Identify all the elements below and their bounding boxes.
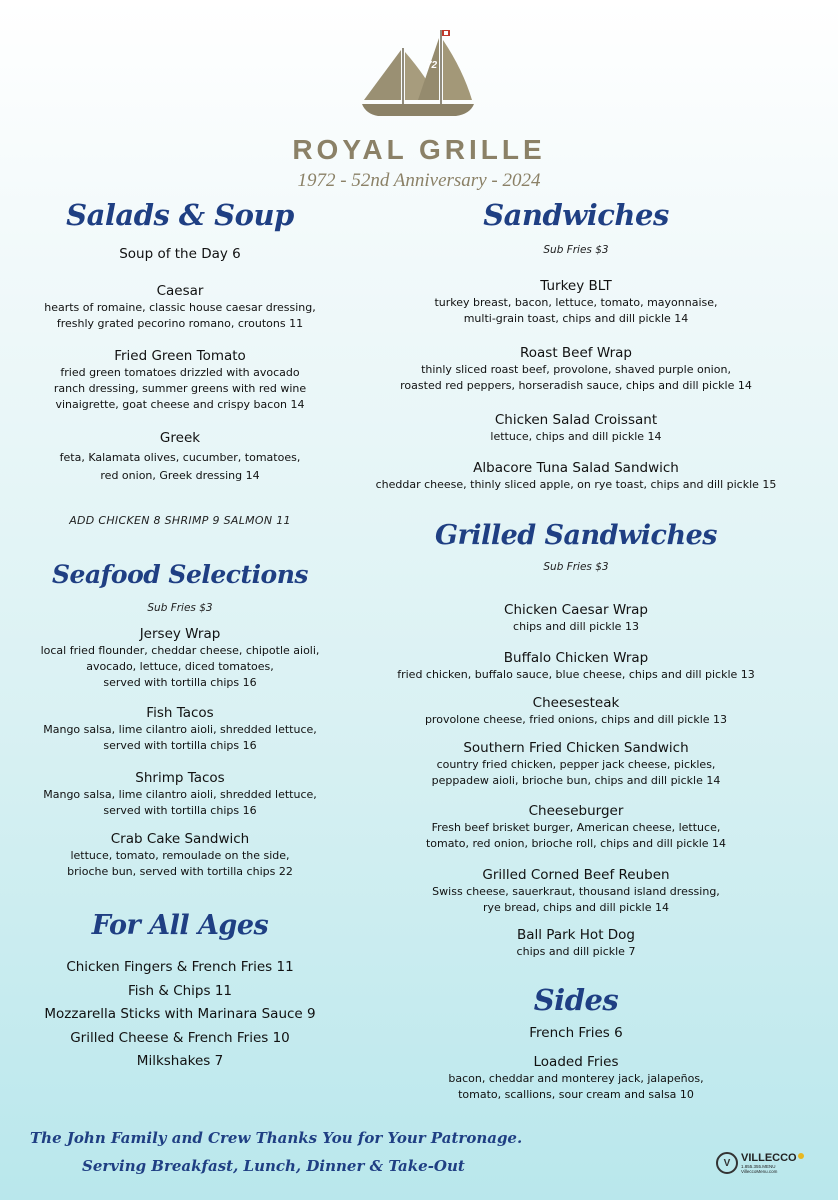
- item-name: Buffalo Chicken Wrap: [503, 650, 649, 666]
- menu-item: [370, 601, 782, 635]
- item-desc: chips and dill pickle 7: [516, 945, 636, 958]
- soup-of-the-day: Soup of the Day 6: [119, 246, 241, 262]
- sub-fries-note: Sub Fries $3: [543, 244, 609, 256]
- menu-item: [30, 347, 330, 413]
- menu-item: [370, 1053, 782, 1103]
- villecco-phone: 1.855.355.MENU: [741, 1163, 776, 1169]
- item-desc: hearts of romaine, classic house caesar dressing,: [44, 301, 316, 314]
- menu-item: [370, 739, 782, 789]
- french-fries: French Fries 6: [529, 1025, 623, 1041]
- footer-thanks: The John Family and Crew Thanks You for Your Patronage.: [30, 1129, 523, 1147]
- item-desc: thinly sliced roast beef, provolone, shaved purple onion,: [421, 363, 731, 376]
- menu-item: [30, 625, 330, 691]
- menu-item: [370, 411, 782, 445]
- item-desc: tomato, red onion, brioche roll, chips and dill pickle 14: [425, 837, 727, 850]
- item-name: Fish Tacos: [146, 705, 214, 721]
- menu-item: [370, 802, 782, 852]
- item-desc: Mango salsa, lime cilantro aioli, shredded lettuce,: [43, 723, 317, 736]
- item-desc: served with tortilla chips 16: [103, 804, 257, 817]
- salad-addons: ADD CHICKEN 8 SHRIMP 9 SALMON 11: [69, 514, 291, 527]
- item-name: Roast Beef Wrap: [520, 345, 632, 361]
- menu-item: [30, 704, 330, 754]
- item-name: Southern Fried Chicken Sandwich: [463, 740, 689, 756]
- item-desc: vinaigrette, goat cheese and crispy bacon 14: [55, 398, 305, 411]
- sub-fries-note: Sub Fries $3: [147, 602, 213, 614]
- all-ages-title: For All Ages: [91, 910, 269, 941]
- item-desc: tomato, scallions, sour cream and salsa 10: [458, 1088, 694, 1101]
- item-desc: brioche bun, served with tortilla chips 22: [67, 865, 293, 878]
- grilled-title: Grilled Sandwiches: [435, 520, 717, 551]
- item-desc: local fried flounder, cheddar cheese, chipotle aioli,: [40, 644, 320, 657]
- item-desc: avocado, lettuce, diced tomatoes,: [86, 660, 274, 673]
- villecco-name: VILLECCO: [741, 1151, 797, 1164]
- item-desc: peppadew aioli, brioche bun, chips and dill pickle 14: [431, 774, 721, 787]
- item-name: Chicken Salad Croissant: [494, 412, 658, 428]
- menu-item: [370, 866, 782, 916]
- menu-item: [370, 277, 782, 327]
- anniversary-line: 1972 - 52nd Anniversary - 2024: [297, 170, 541, 191]
- menu-item: [370, 459, 782, 493]
- item-desc: chips and dill pickle 13: [513, 620, 639, 633]
- item-desc: Swiss cheese, sauerkraut, thousand island dressing,: [432, 885, 720, 898]
- sub-fries-note: Sub Fries $3: [543, 561, 609, 573]
- villecco-site: VilleccoMenu.com: [741, 1168, 778, 1174]
- villecco-badge: [716, 1152, 804, 1174]
- sandwiches-title: Sandwiches: [483, 198, 669, 232]
- menu-item: [370, 926, 782, 960]
- item-desc: fried chicken, buffalo sauce, blue cheese, chips and dill pickle 13: [397, 668, 755, 681]
- all-ages-list: [30, 956, 330, 1074]
- item-desc: provolone cheese, fried onions, chips and dill pickle 13: [424, 713, 728, 726]
- item-desc: feta, Kalamata olives, cucumber, tomatoes,: [59, 451, 301, 464]
- item-desc: rye bread, chips and dill pickle 14: [483, 901, 669, 914]
- item-name: Albacore Tuna Salad Sandwich: [473, 460, 679, 476]
- item-desc: served with tortilla chips 16: [103, 739, 257, 752]
- item-desc: served with tortilla chips 16: [103, 676, 257, 689]
- item-desc: lettuce, tomato, remoulade on the side,: [70, 849, 290, 862]
- item-desc: country fried chicken, pepper jack cheese, pickles,: [436, 758, 716, 771]
- restaurant-name: ROYAL GRILLE: [292, 134, 546, 165]
- item-name: Cheesesteak: [532, 695, 620, 711]
- item-desc: Mango salsa, lime cilantro aioli, shredded lettuce,: [43, 788, 317, 801]
- item-name: Jersey Wrap: [139, 626, 221, 642]
- footer-services: Serving Breakfast, Lunch, Dinner & Take-Out: [82, 1157, 465, 1175]
- item-name: Greek: [159, 430, 201, 446]
- menu-item: [30, 429, 330, 485]
- menu-item: [30, 282, 330, 332]
- dot-icon: [798, 1153, 804, 1159]
- item-name: Grilled Corned Beef Reuben: [482, 867, 670, 883]
- item-name: Loaded Fries: [533, 1054, 619, 1070]
- menu-item: [30, 769, 330, 819]
- salads-title: Salads & Soup: [66, 198, 294, 232]
- item-desc: turkey breast, bacon, lettuce, tomato, mayonnaise,: [434, 296, 718, 309]
- menu-item: [370, 649, 782, 683]
- item-desc: lettuce, chips and dill pickle 14: [490, 430, 662, 443]
- item-name: Crab Cake Sandwich: [110, 831, 250, 847]
- list-item: Milkshakes 7: [136, 1053, 224, 1069]
- item-name: Cheeseburger: [528, 803, 624, 819]
- sail-number: 72: [426, 60, 438, 71]
- item-desc: multi-grain toast, chips and dill pickle 14: [463, 312, 689, 325]
- menu-item: [30, 830, 330, 880]
- villecco-text: [741, 1153, 804, 1174]
- sides-title: Sides: [533, 983, 619, 1017]
- item-name: Turkey BLT: [540, 278, 612, 294]
- item-name: Chicken Caesar Wrap: [504, 602, 648, 618]
- seafood-title: Seafood Selections: [51, 560, 308, 589]
- list-item: Grilled Cheese & French Fries 10: [70, 1029, 290, 1046]
- item-name: Shrimp Tacos: [135, 770, 225, 786]
- item-desc: roasted red peppers, horseradish sauce, chips and dill pickle 14: [400, 379, 752, 392]
- villecco-logo-icon: V: [716, 1152, 738, 1174]
- item-desc: red onion, Greek dressing 14: [100, 469, 260, 482]
- item-desc: freshly grated pecorino romano, croutons 11: [56, 317, 304, 330]
- item-name: Caesar: [156, 283, 204, 299]
- menu-item: [370, 344, 782, 394]
- item-desc: Fresh beef brisket burger, American cheese, lettuce,: [431, 821, 721, 834]
- list-item: Fish & Chips 11: [127, 982, 233, 999]
- item-desc: bacon, cheddar and monterey jack, jalapeños,: [448, 1072, 704, 1085]
- sailboat-logo: [360, 28, 478, 120]
- item-desc: cheddar cheese, thinly sliced apple, on rye toast, chips and dill pickle 15: [375, 478, 777, 491]
- list-item: Chicken Fingers & French Fries 11: [66, 959, 294, 975]
- item-desc: ranch dressing, summer greens with red wine: [53, 382, 307, 395]
- item-name: Fried Green Tomato: [114, 348, 246, 364]
- menu-item: [370, 694, 782, 728]
- list-item: Mozzarella Sticks with Marinara Sauce 9: [44, 1006, 316, 1022]
- item-name: Ball Park Hot Dog: [516, 927, 635, 943]
- item-desc: fried green tomatoes drizzled with avocado: [60, 366, 300, 379]
